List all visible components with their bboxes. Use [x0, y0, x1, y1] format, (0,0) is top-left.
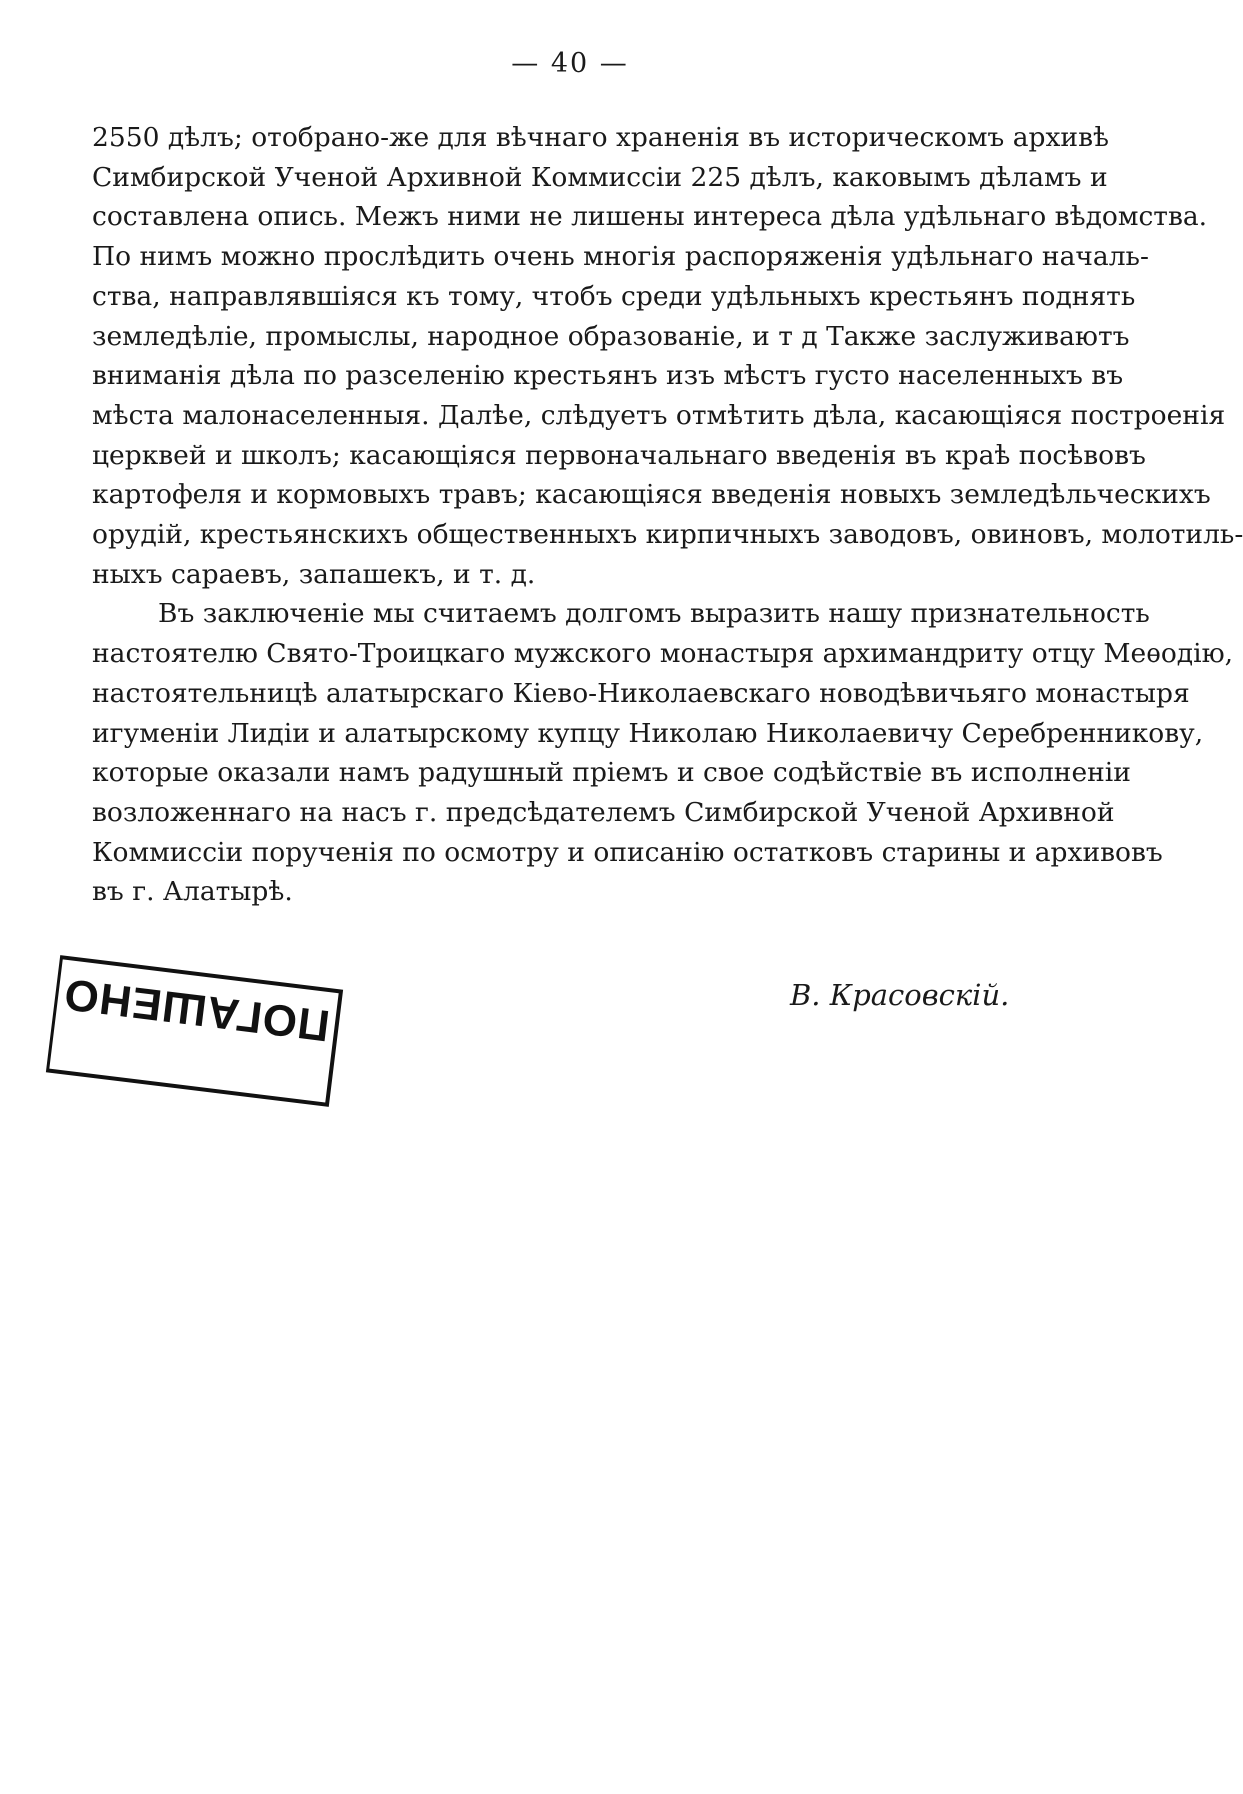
page-number: — 40 —: [511, 48, 629, 79]
text-line: настоятельницѣ алатырскаго Кіево-Николаевскаго новодѣвичьяго монастыря: [92, 677, 1190, 709]
text-line: въ г. Алатырѣ.: [92, 876, 293, 908]
text-line: которые оказали намъ радушный пріемъ и свое содѣйствіе въ исполненіи: [92, 757, 1131, 789]
paragraph-archive-report: [92, 118, 1243, 594]
text-line: составлена опись. Межъ ними не лишены интереса дѣла удѣльнаго вѣдомства.: [92, 201, 1208, 233]
text-line: картофеля и кормовыхъ травъ; касающіяся введенія новыхъ земледѣльческихъ: [92, 479, 1211, 511]
cancelled-stamp: [46, 955, 343, 1107]
text-line: По нимъ можно прослѣдить очень многія распоряженія удѣльнаго началь-: [92, 241, 1149, 273]
text-line: земледѣліе, промыслы, народное образованіе, и т д Также заслуживаютъ: [92, 320, 1130, 352]
text-line: ныхъ сараевъ, запашекъ, и т. д.: [92, 558, 536, 590]
text-line: орудій, крестьянскихъ общественныхъ кирпичныхъ заводовъ, овиновъ, молотиль-: [92, 519, 1243, 551]
text-line: мѣста малонаселенныя. Далѣе, слѣдуетъ отмѣтить дѣла, касающіяся построенія: [92, 399, 1226, 431]
text-line: Въ заключеніе мы считаемъ долгомъ выразить нашу признательность: [158, 598, 1150, 630]
stamp-text: ПОГАШЕНО: [60, 968, 333, 1051]
document-body: [92, 118, 1243, 912]
text-line: вниманія дѣла по разселенію крестьянъ изъ мѣстъ густо населенныхъ въ: [92, 360, 1124, 392]
paragraph-acknowledgements: [92, 594, 1234, 912]
text-line: Коммиссіи порученія по осмотру и описанію остатковъ старины и архивовъ: [92, 836, 1163, 868]
author-signature: В. Красовскій.: [790, 978, 1010, 1012]
text-line: настоятелю Свято-Троицкаго мужского монастыря архимандриту отцу Меѳодію,: [92, 638, 1234, 670]
text-line: Симбирской Ученой Архивной Коммиссіи 225 дѣлъ, каковымъ дѣламъ и: [92, 161, 1108, 193]
text-line: возложеннаго на насъ г. предсѣдателемъ Симбирской Ученой Архивной: [92, 796, 1115, 828]
text-line: церквей и школъ; касающіяся первоначальнаго введенія въ краѣ посѣвовъ: [92, 439, 1146, 471]
text-line: ства, направлявшіяся къ тому, чтобъ среди удѣльныхъ крестьянъ поднять: [92, 280, 1136, 312]
text-line: игуменіи Лидіи и алатырскому купцу Николаю Николаевичу Серебренникову,: [92, 717, 1204, 749]
text-line: 2550 дѣлъ; отобрано-же для вѣчнаго храненія въ историческомъ архивѣ: [92, 122, 1109, 153]
stamp-label: [56, 967, 338, 1051]
